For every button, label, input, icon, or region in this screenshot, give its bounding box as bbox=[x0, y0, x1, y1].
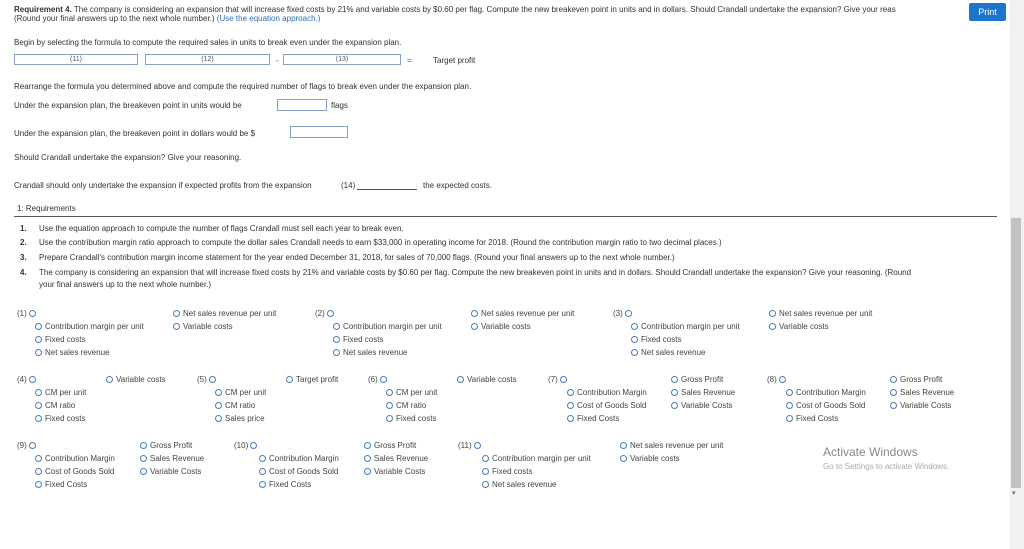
formula-box-13[interactable]: (13) bbox=[283, 54, 401, 65]
choice-option[interactable]: Variable Costs bbox=[890, 401, 951, 410]
print-button[interactable]: Print bbox=[969, 3, 1006, 21]
requirement-text: Prepare Crandall's contribution margin income statement for the year ended December 31, 2018, for sales of 70,000 flags. (Round your final answers up to the next whole number.) bbox=[39, 253, 675, 262]
units-label: Under the expansion plan, the breakeven point in units would be bbox=[14, 101, 242, 110]
radio-icon bbox=[567, 389, 574, 396]
radio-icon bbox=[631, 336, 638, 343]
radio-icon bbox=[173, 323, 180, 330]
radio-icon bbox=[471, 323, 478, 330]
choice-option[interactable]: Net sales revenue bbox=[631, 348, 705, 357]
radio-icon bbox=[35, 336, 42, 343]
choice-option[interactable]: Gross Profit bbox=[671, 375, 723, 384]
activate-windows-subtitle: Go to Settings to activate Windows. bbox=[823, 462, 950, 471]
radio-icon bbox=[364, 455, 371, 462]
round-note-line bbox=[14, 14, 320, 23]
radio-icon bbox=[471, 310, 478, 317]
radio-button[interactable] bbox=[29, 442, 36, 449]
requirement-text: The company is considering an expansion that will increase fixed costs by 21% and variable costs by $0.60 per flag. Compute the new breakeven point in units and in dollars. Should Crandall undertake the expansion? Give your reas bbox=[71, 5, 896, 14]
choice-option[interactable]: Gross Profit bbox=[364, 441, 416, 450]
radio-icon bbox=[140, 455, 147, 462]
choice-group-number: (9) bbox=[17, 441, 39, 450]
radio-icon bbox=[35, 389, 42, 396]
radio-icon bbox=[631, 323, 638, 330]
decision-sentence-start: Crandall should only undertake the expansion if expected profits from the expansion bbox=[14, 181, 312, 190]
radio-button[interactable] bbox=[625, 310, 632, 317]
choice-option[interactable]: Sales Revenue bbox=[671, 388, 735, 397]
radio-icon bbox=[35, 481, 42, 488]
radio-icon bbox=[364, 468, 371, 475]
requirement-number: 4. bbox=[20, 268, 27, 277]
radio-icon bbox=[786, 402, 793, 409]
formula-box-12[interactable]: (12) bbox=[145, 54, 270, 65]
choice-option[interactable]: Variable costs bbox=[471, 322, 531, 331]
round-note: (Round your final answers up to the next whole number.) bbox=[14, 14, 215, 23]
radio-button[interactable] bbox=[380, 376, 387, 383]
choice-option[interactable]: CM per unit bbox=[35, 388, 86, 397]
dollars-input[interactable] bbox=[290, 126, 348, 138]
radio-button[interactable] bbox=[779, 376, 786, 383]
radio-icon bbox=[364, 442, 371, 449]
choice-option[interactable]: Fixed Costs bbox=[259, 480, 311, 489]
choice-option[interactable]: Contribution Margin bbox=[786, 388, 866, 397]
choice-option[interactable]: Fixed costs bbox=[333, 335, 383, 344]
choice-option[interactable]: Net sales revenue per unit bbox=[769, 309, 872, 318]
radio-icon bbox=[482, 468, 489, 475]
choice-option[interactable]: Variable Costs bbox=[671, 401, 732, 410]
radio-icon bbox=[890, 389, 897, 396]
requirement-4 bbox=[20, 268, 912, 277]
choice-option[interactable]: Contribution margin per unit bbox=[35, 322, 144, 331]
radio-icon bbox=[567, 402, 574, 409]
radio-icon bbox=[106, 376, 113, 383]
choice-option[interactable]: Cost of Goods Sold bbox=[259, 467, 338, 476]
choice-option[interactable]: Contribution margin per unit bbox=[333, 322, 442, 331]
decision-question: Should Crandall undertake the expansion? Give your reasoning. bbox=[14, 153, 242, 162]
activate-windows-title: Activate Windows bbox=[823, 445, 918, 459]
dollars-label: Under the expansion plan, the breakeven point in dollars would be $ bbox=[14, 129, 256, 138]
choice-option[interactable]: Variable costs bbox=[106, 375, 166, 384]
radio-icon bbox=[35, 349, 42, 356]
choice-option[interactable]: Cost of Goods Sold bbox=[567, 401, 646, 410]
radio-icon bbox=[671, 402, 678, 409]
choice-group-number: (7) bbox=[548, 375, 570, 384]
radio-icon bbox=[333, 349, 340, 356]
choice-group-number: (6) bbox=[368, 375, 390, 384]
choice-option[interactable]: Fixed Costs bbox=[567, 414, 619, 423]
radio-icon bbox=[333, 336, 340, 343]
radio-icon bbox=[769, 310, 776, 317]
requirement-number: 1. bbox=[20, 224, 27, 233]
choice-option[interactable]: CM ratio bbox=[215, 401, 255, 410]
radio-icon bbox=[386, 389, 393, 396]
choice-option[interactable]: CM ratio bbox=[386, 401, 426, 410]
choice-option[interactable]: Fixed costs bbox=[35, 414, 85, 423]
choice-group-number: (2) bbox=[315, 309, 337, 318]
choice-option[interactable]: Fixed costs bbox=[386, 414, 436, 423]
choice-option[interactable]: Fixed costs bbox=[631, 335, 681, 344]
choice-option[interactable]: Gross Profit bbox=[890, 375, 942, 384]
scroll-down-arrow-icon[interactable]: ▾ bbox=[1012, 490, 1016, 497]
radio-icon bbox=[259, 468, 266, 475]
choice-option[interactable]: Fixed costs bbox=[482, 467, 532, 476]
radio-button[interactable] bbox=[250, 442, 257, 449]
decision-blank-line bbox=[357, 189, 417, 190]
radio-button[interactable] bbox=[560, 376, 567, 383]
radio-icon bbox=[215, 415, 222, 422]
scrollbar-thumb[interactable] bbox=[1011, 218, 1021, 488]
choice-option[interactable]: Fixed costs bbox=[35, 335, 85, 344]
radio-button[interactable] bbox=[29, 310, 36, 317]
radio-icon bbox=[457, 376, 464, 383]
radio-icon bbox=[620, 455, 627, 462]
radio-icon bbox=[35, 323, 42, 330]
radio-icon bbox=[259, 481, 266, 488]
choice-option[interactable]: Gross Profit bbox=[140, 441, 192, 450]
choice-option[interactable]: Contribution margin per unit bbox=[482, 454, 591, 463]
radio-icon bbox=[631, 349, 638, 356]
requirement-text: Use the equation approach to compute the number of flags Crandall must sell each year to break even. bbox=[39, 224, 404, 233]
requirements-divider bbox=[14, 216, 997, 217]
requirement-text: The company is considering an expansion that will increase fixed costs by 21% and variable costs by $0.60 per flag. Compute the new breakeven point in units and in dollars. Should Crandall undertake the expansion? Give your reasoning. (Round bbox=[39, 268, 912, 277]
choice-group-number: (11) bbox=[458, 441, 484, 450]
radio-icon bbox=[35, 415, 42, 422]
choice-option[interactable]: Contribution Margin bbox=[35, 454, 115, 463]
choice-option[interactable]: Contribution margin per unit bbox=[631, 322, 740, 331]
choice-option[interactable]: Fixed Costs bbox=[35, 480, 87, 489]
requirement-number: 3. bbox=[20, 253, 27, 262]
choice-option[interactable]: Net sales revenue per unit bbox=[471, 309, 574, 318]
choice-option[interactable]: Net sales revenue per unit bbox=[620, 441, 723, 450]
choice-option[interactable]: Net sales revenue bbox=[333, 348, 407, 357]
choice-option[interactable]: CM ratio bbox=[35, 401, 75, 410]
choice-group-number: (10) bbox=[234, 441, 260, 450]
radio-icon bbox=[671, 389, 678, 396]
choice-group-number: (1) bbox=[17, 309, 39, 318]
formula-result: Target profit bbox=[433, 56, 476, 65]
radio-icon bbox=[35, 468, 42, 475]
requirement-label: Requirement 4. bbox=[14, 5, 72, 14]
choice-option[interactable]: Sales Revenue bbox=[140, 454, 204, 463]
requirements-title: 1: Requirements bbox=[17, 204, 76, 213]
radio-icon bbox=[671, 376, 678, 383]
decision-sentence-end: the expected costs. bbox=[423, 181, 492, 190]
choice-option[interactable]: Cost of Goods Sold bbox=[786, 401, 865, 410]
choice-option[interactable]: Contribution Margin bbox=[259, 454, 339, 463]
radio-icon bbox=[567, 415, 574, 422]
requirement-text: Use the contribution margin ratio approach to compute the dollar sales Crandall needs to earn $33,000 in operating income for 2018. (Round the contribution margin ratio to two decimal places.) bbox=[39, 238, 722, 247]
radio-icon bbox=[786, 415, 793, 422]
radio-icon bbox=[890, 376, 897, 383]
radio-icon bbox=[333, 323, 340, 330]
radio-icon bbox=[173, 310, 180, 317]
choice-option[interactable]: Net sales revenue per unit bbox=[173, 309, 276, 318]
radio-icon bbox=[140, 442, 147, 449]
choice-option[interactable]: Variable Costs bbox=[140, 467, 201, 476]
minus-operator-2: - bbox=[276, 56, 279, 65]
choice-group-number: (5) bbox=[197, 375, 219, 384]
requirement-number: 2. bbox=[20, 238, 27, 247]
formula-instruction: Begin by selecting the formula to compute the required sales in units to break even under the expansion plan. bbox=[14, 38, 402, 47]
choice-option[interactable]: CM per unit bbox=[215, 388, 266, 397]
choice-option[interactable]: Variable costs bbox=[769, 322, 829, 331]
radio-icon bbox=[386, 402, 393, 409]
radio-icon bbox=[215, 402, 222, 409]
requirement-3 bbox=[20, 253, 675, 262]
radio-icon bbox=[215, 389, 222, 396]
choice-option[interactable]: CM per unit bbox=[386, 388, 437, 397]
radio-icon bbox=[286, 376, 293, 383]
approach-hint: (Use the equation approach.) bbox=[216, 14, 321, 23]
equals-operator: = bbox=[407, 56, 412, 65]
radio-icon bbox=[620, 442, 627, 449]
choice-option[interactable]: Net sales revenue bbox=[35, 348, 109, 357]
choice-option[interactable]: Sales Revenue bbox=[890, 388, 954, 397]
radio-icon bbox=[35, 455, 42, 462]
radio-icon bbox=[482, 455, 489, 462]
requirement-2 bbox=[20, 238, 722, 247]
choice-option[interactable]: Sales price bbox=[215, 414, 265, 423]
choice-option[interactable]: Variable costs bbox=[457, 375, 517, 384]
radio-icon bbox=[259, 455, 266, 462]
radio-icon bbox=[35, 402, 42, 409]
radio-icon bbox=[140, 468, 147, 475]
radio-icon bbox=[786, 389, 793, 396]
requirement-header bbox=[14, 5, 896, 14]
choice-group-number: (4) bbox=[17, 375, 39, 384]
radio-icon bbox=[769, 323, 776, 330]
choice-option[interactable]: Sales Revenue bbox=[364, 454, 428, 463]
radio-button[interactable] bbox=[209, 376, 216, 383]
choice-option[interactable]: Cost of Goods Sold bbox=[35, 467, 114, 476]
choice-option[interactable]: Contribution Margin bbox=[567, 388, 647, 397]
choice-group-number: (8) bbox=[767, 375, 789, 384]
choice-option[interactable]: Variable Costs bbox=[364, 467, 425, 476]
radio-button[interactable] bbox=[474, 442, 481, 449]
units-suffix: flags bbox=[331, 101, 348, 110]
units-input[interactable] bbox=[277, 99, 327, 111]
requirement-1 bbox=[20, 224, 404, 233]
decision-blank-14[interactable]: (14) bbox=[341, 181, 356, 190]
radio-icon bbox=[482, 481, 489, 488]
choice-option[interactable]: Variable costs bbox=[620, 454, 680, 463]
radio-icon bbox=[386, 415, 393, 422]
choice-group-number: (3) bbox=[613, 309, 635, 318]
choice-option[interactable]: Fixed Costs bbox=[786, 414, 838, 423]
rearrange-instruction: Rearrange the formula you determined above and compute the required number of flags to break even under the expansion plan. bbox=[14, 82, 472, 91]
formula-box-11[interactable]: (11) bbox=[14, 54, 138, 65]
radio-icon bbox=[890, 402, 897, 409]
requirement-4-continued: your final answers up to the next whole number.) bbox=[39, 280, 212, 289]
choice-option[interactable]: Net sales revenue bbox=[482, 480, 556, 489]
radio-button[interactable] bbox=[29, 376, 36, 383]
choice-option[interactable]: Variable costs bbox=[173, 322, 233, 331]
radio-button[interactable] bbox=[327, 310, 334, 317]
choice-option[interactable]: Target profit bbox=[286, 375, 338, 384]
